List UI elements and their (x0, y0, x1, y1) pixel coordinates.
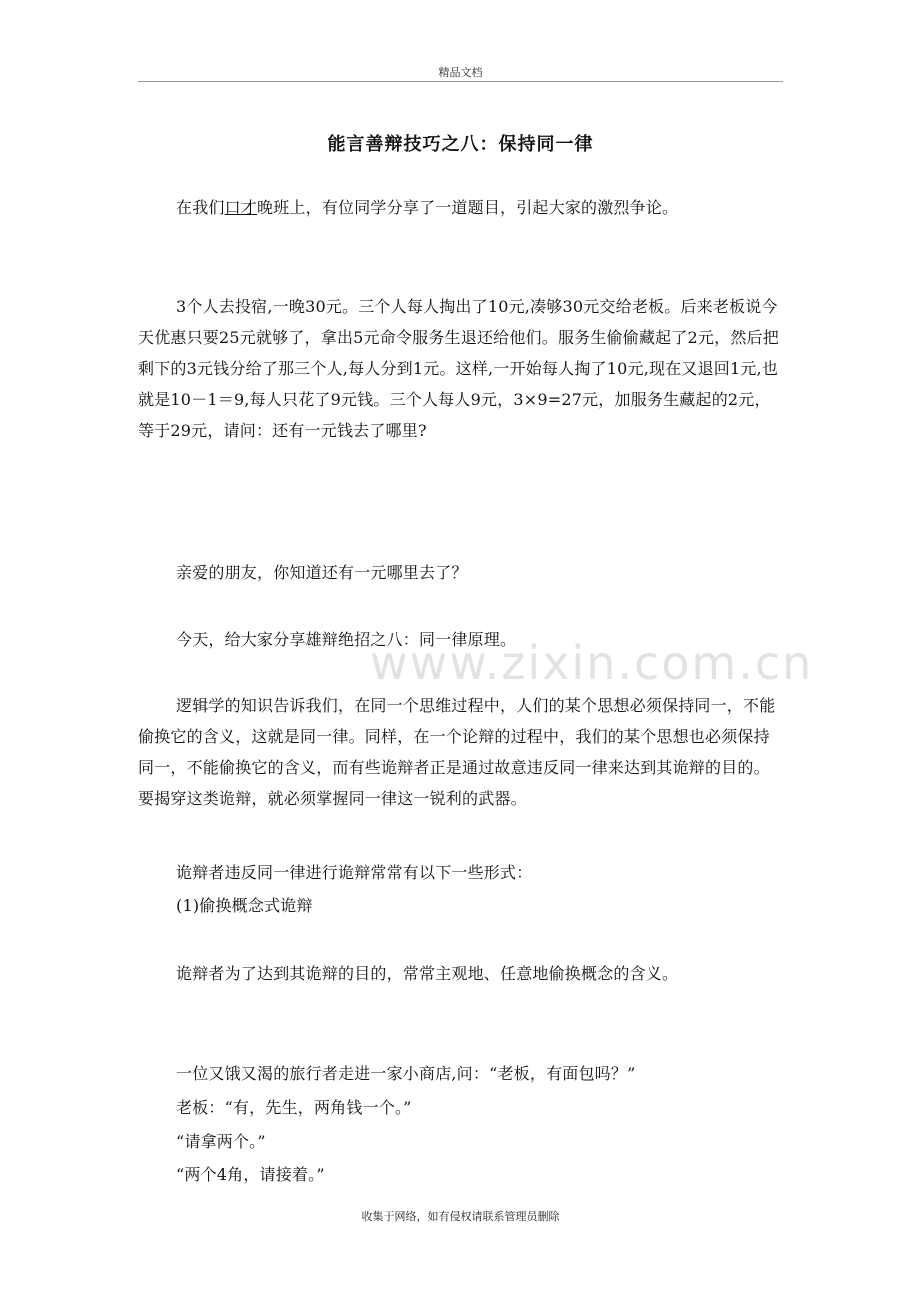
heading-concept-swap: (1)偷换概念式诡辩 (176, 896, 313, 915)
paragraph-identity-law: 逻辑学的知识告诉我们，在同一个思维过程中，人们的某个思想必须保持同一，不能偷换它的含义，这就是同一律。同样，在一个论辩的过程中，我们的某个思想也必须保持同一，不能偷换它的含义，而有些诡辩者正是通过故意违反同一律来达到其诡辩的目的。要揭穿这类诡辩，就必须掌握同一律这一锐利的武器。 (138, 696, 776, 808)
paragraph-forms: 诡辩者违反同一律进行诡辩常常有以下一些形式： (176, 863, 533, 882)
paragraph-puzzle: 3个人去投宿,一晚30元。三个人每人掏出了10元,凑够30元交给老板。后来老板说今天优惠只要25元就够了，拿出5元命令服务生退还给他们。服务生偷偷藏起了2元，然后把剩下的3元钱分给了那三个人,每人分到1元。这样,一开始每人掏了10元,现在又退回1元,也就是10－1＝9,每人只花了9元钱。三个人每人9元，3×9=27元，加服务生藏起的2元，等于29元，请问：还有一元钱去了哪里? (138, 297, 779, 440)
intro-text-before: 在我们 (176, 198, 225, 217)
paragraph-concept-swap: 诡辩者为了达到其诡辩的目的，常常主观地、任意地偷换概念的含义。 (176, 964, 679, 983)
page-header: 精品文档 (438, 66, 483, 79)
watermark: www.zixin.com.cn (370, 636, 814, 690)
document-title: 能言善辩技巧之八：保持同一律 (327, 134, 594, 155)
paragraph-intro (138, 192, 783, 223)
page-footer: 收集于网络，如有侵权请联系管理员删除 (361, 1210, 560, 1223)
header-divider (138, 81, 783, 82)
intro-text-after: 晚班上，有位同学分享了一道题目，引起大家的激烈争论。 (257, 198, 679, 217)
dialogue-line: “两个4角，请接着。” (176, 1165, 325, 1184)
link-koucai[interactable]: 口才 (224, 198, 258, 217)
paragraph-question: 亲爱的朋友，你知道还有一元哪里去了？ (176, 563, 468, 582)
dialogue-line: 一位又饿又渴的旅行者走进一家小商店,问：“老板，有面包吗？” (176, 1064, 636, 1083)
dialogue-line: “请拿两个。” (176, 1132, 266, 1151)
paragraph-topic: 今天，给大家分享雄辩绝招之八：同一律原理。 (176, 630, 517, 649)
dialogue-line: 老板：“有，先生，两角钱一个。” (176, 1098, 412, 1117)
